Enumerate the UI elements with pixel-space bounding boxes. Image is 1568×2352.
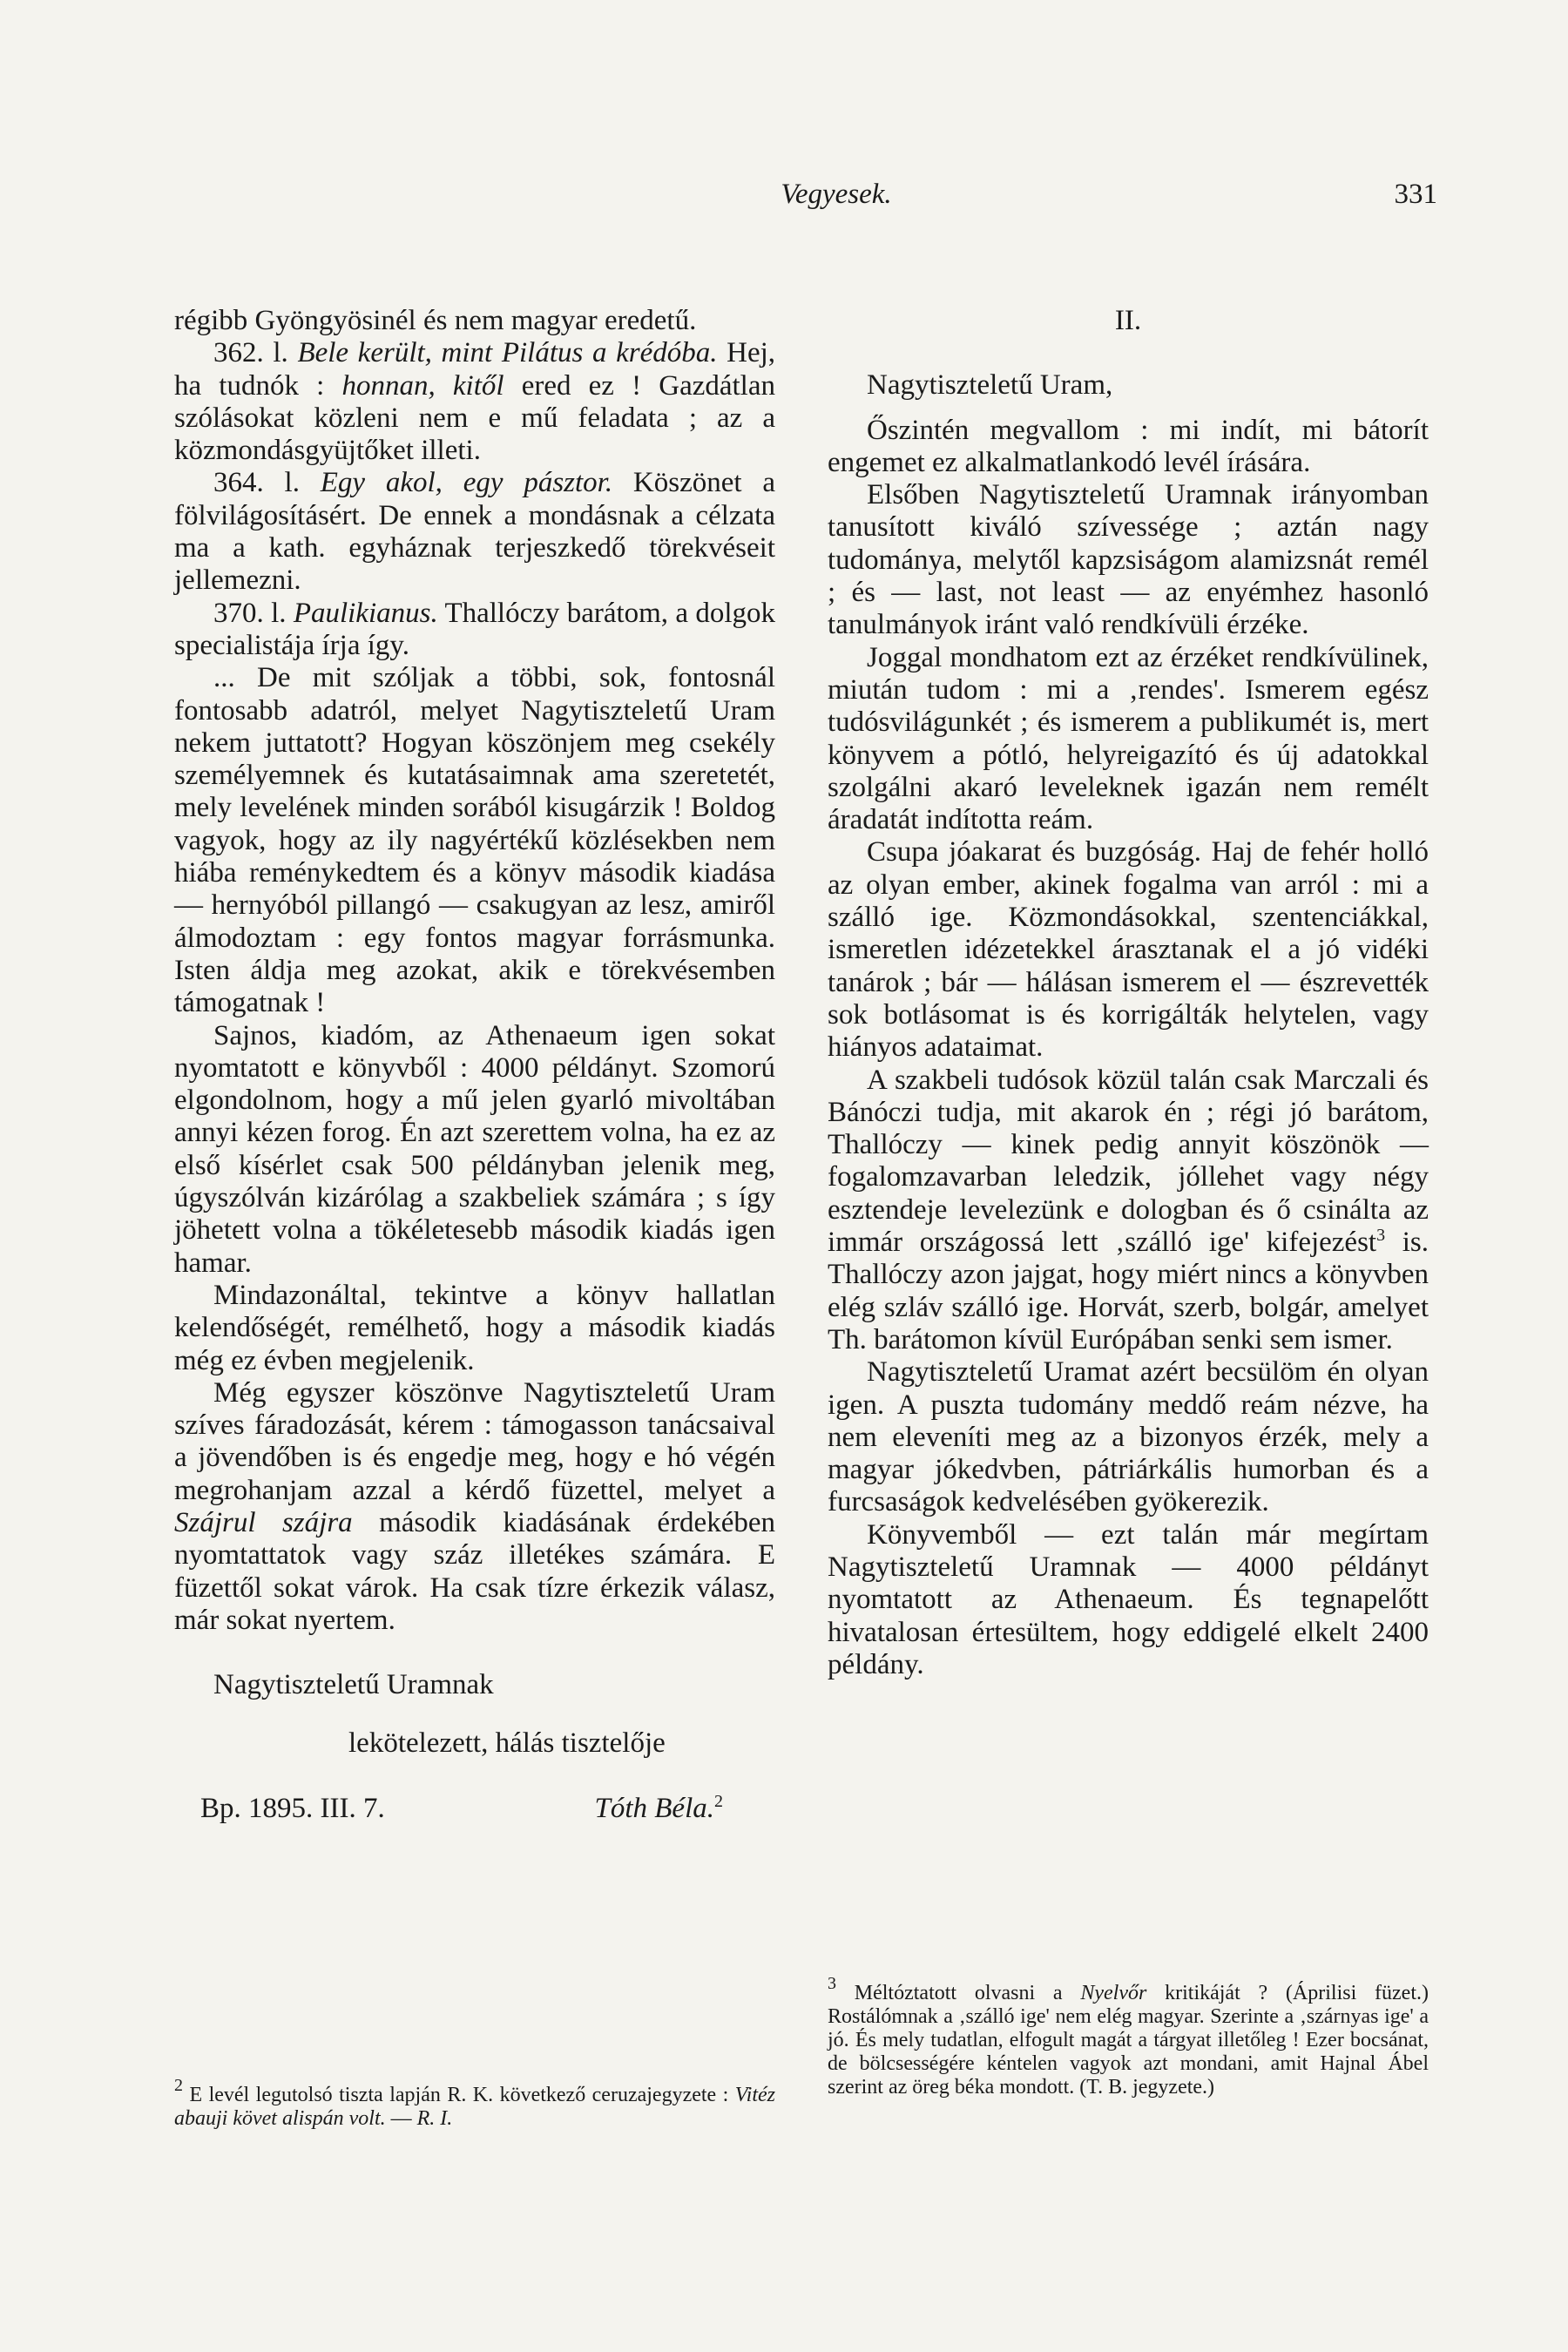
footnote-number: 2 — [174, 2076, 183, 2095]
paragraph: Őszintén megvallom : mi indít, mi bátorít engemet ez alkalmatlankodó levél írására. — [828, 414, 1429, 478]
text-run: Méltóztatott olvasni a — [836, 1982, 1081, 2004]
signature-name: Tóth Béla. — [594, 1792, 714, 1824]
text-run: kritikáját ? (Áprilisi füzet.) Rostálómnak a ‚szálló ige' nem elég magyar. Szerinte a ‚szárnyas ige' a jó. És mely tudatlan, elfogult magát a tárgyat illetőleg ! Ezer bocsánat, de bölcsességére kéntelen vagyok azt mondani, amit Hajnal Ábel szerint az öreg béka mondott. (T. B. jegyzete.) — [828, 1982, 1429, 2099]
closing-line: lekötelezett, hálás tisztelője — [348, 1727, 666, 1760]
text-run: Köszönet a fölvilágosításért. De ennek a mondásnak a célzata ma a kath. egyháznak terjeszkedő törekvéseit jellemezni. — [174, 467, 775, 597]
text-run: is. Thallóczy azon jajgat, hogy miért nincs a könyvben elég szláv szálló ige. Horvát, szerb, bolgár, amelyet Th. barátomon kívül Európában senki sem ismer. — [828, 1227, 1429, 1355]
paragraph: régibb Gyöngyösinél és nem magyar eredetű. — [174, 305, 697, 336]
text-run: 364. l. — [213, 467, 321, 499]
place-date: Bp. 1895. III. 7. — [200, 1792, 385, 1824]
running-head — [174, 179, 1437, 213]
footnote-ref: 3 — [1376, 1226, 1386, 1246]
text-run: 362. l. — [213, 337, 298, 369]
text-run: Hej, ha tudnók : — [174, 337, 776, 402]
text-run: ered ez ! Gazdátlan szólásokat közleni nem e mű feladata ; az a közmondásgyüjtőket illeti. — [174, 369, 775, 467]
paragraph: Csupa jóakarat és buzgóság. Haj de fehér holló az olyan ember, akinek fogalma van arról : mi a szálló ige. Közmondásokkal, szentenciákkal, ismeretlen idézetekkel árasztanak el a jó vidéki tanárok ; bár — hálásan ismerem el — észrevették sok botlásomat is és korrigálták helytelen, vagy hiányos adataimat. — [828, 836, 1429, 1064]
italic-phrase: Vitéz abauji követ alispán volt. — [174, 2084, 775, 2130]
signature-row — [174, 1793, 775, 1825]
text-run: Még egyszer köszönve Nagytiszteletű Uram szíves fáradozását, kérem : támogasson tanácsaival a jövendőben is és engedje meg, hogy e hó végén megrohanjam azzal a kérdő füzettel, melyet a — [174, 1376, 775, 1506]
paragraph — [174, 1377, 775, 1637]
paragraph — [174, 467, 775, 597]
footnote-ref: 2 — [714, 1791, 723, 1811]
paragraph: Elsőben Nagytiszteletű Uramnak irányomban tanusított kiváló szívessége ; aztán nagy tudománya, melytől kapzsiságom alamizsnát remél ; és — last, not least — az enyémhez hasonló tanulmányok iránt való rendkívüli érzéke. — [828, 479, 1429, 641]
text-run: — — [385, 2107, 417, 2130]
paragraph: Joggal mondhatom ezt az érzéket rendkívülinek, miután tudom : mi a ‚rendes'. Ismerem egész tudósvilágunkét ; és ismerem a publikumét is, mert könyvem a pótló, helyreigazító és új adatokkal szolgálni akaró leveleknek igazán nem remélt áradatát indította reám. — [828, 641, 1429, 836]
running-title: Vegyesek. — [781, 179, 892, 210]
italic-phrase: Bele került, mint Pilátus a krédóba. — [297, 337, 718, 369]
salutation: Nagytiszteletű Uramnak — [213, 1669, 494, 1701]
paragraph: Mindazonáltal, tekintve a könyv hallatlan kelendőségét, remélhető, hogy a második kiadás még ez évben megjelenik. — [174, 1279, 775, 1376]
paragraph — [174, 598, 775, 663]
italic-phrase: Egy akol, egy pásztor. — [320, 467, 613, 499]
paragraph: Sajnos, kiadóm, az Athenaeum igen sokat nyomtatott e könyvből : 4000 példányt. Szomorú elgondolnom, hogy a mű jelen gyarló mivoltában annyi kézen forog. Én azt szerettem volna, ha ez az első kísérlet csak 500 példányban jelenik meg, úgyszólván kizárólag a szakbeliek számára ; s így jöhetett volna a tökéletesebb második kiadás igen hamar. — [174, 1019, 775, 1279]
italic-phrase: Nyelvőr — [1080, 1982, 1147, 2004]
paragraph: Könyvemből — ezt talán már megírtam Nagytiszteletű Uramnak — 4000 példányt nyomtatott az Athenaeum. És tegnapelőtt hivatalosan értesültem, hogy eddigelé elkelt 2400 példány. — [828, 1518, 1429, 1680]
salutation: Nagytiszteletű Uram, — [867, 369, 1113, 402]
paragraph — [174, 337, 775, 467]
footnote-left — [174, 2076, 775, 2131]
text-run: A szakbeli tudósok közül talán csak Marczali és Bánóczi tudja, mit akarok én ; régi jó barátom, Thallóczy — kinek pedig annyit köszönök — fogalomzavarban leledzik, jóllehet vagy négy esztendeje levelezünk e dologban és ő csinálta az immár országossá lett ‚szálló ige' kifejezést — [828, 1064, 1429, 1259]
footnote-right — [828, 1974, 1429, 2099]
paragraph: ... De mit szóljak a többi, sok, fontosnál fontosabb adatról, melyet Nagytiszteletű Uram nekem juttatott? Hogyan köszönjem meg csekély személyemnek és kutatásaimnak ama szeretetét, mely levelének minden sorából kisugárzik ! Boldog vagyok, hogy az ily nagyértékű közlésekben nem hiába reménykedtem és a könyv második kiadása — hernyóból pillangó — csakugyan az lesz, amiről álmodoztam : egy fontos magyar forrásmunka. Isten áldja meg azokat, akik e törekvésemben támogatnak ! — [174, 662, 775, 1019]
footnote-number: 3 — [828, 1974, 836, 1993]
left-column — [174, 305, 775, 1825]
text-run: Thallóczy barátom, a dolgok specialistája írja így. — [174, 597, 776, 661]
italic-phrase: R. I. — [416, 2107, 453, 2130]
text-run: 370. l. — [213, 597, 294, 629]
paragraph: Nagytiszteletű Uramat azért becsülöm én olyan igen. A puszta tudomány meddő reám nézve, ha nem eleveníti meg az a bizonyos érzék, mely a magyar jókedvben, pátriárkális humorban és a furcsaságok kedvelésében gyökerezik. — [828, 1356, 1429, 1518]
italic-phrase: Paulikianus. — [293, 597, 438, 629]
signature — [595, 1793, 724, 1825]
italic-phrase: honnan, kitől — [341, 369, 504, 402]
paragraph — [828, 1064, 1429, 1357]
page-number: 331 — [1394, 179, 1437, 210]
text-run: E levél legutolsó tiszta lapján R. K. következő ceruzajegyzete : — [183, 2084, 735, 2106]
section-number: II. — [1114, 305, 1142, 336]
italic-phrase: Szájrul szájra — [174, 1506, 353, 1538]
right-column — [828, 305, 1429, 1681]
text-run: második kiadásának érdekében nyomtattatok vagy száz illetékes számára. E füzettől sokat várok. Ha csak tízre érkezik válasz, már sokat nyertem. — [174, 1506, 775, 1636]
